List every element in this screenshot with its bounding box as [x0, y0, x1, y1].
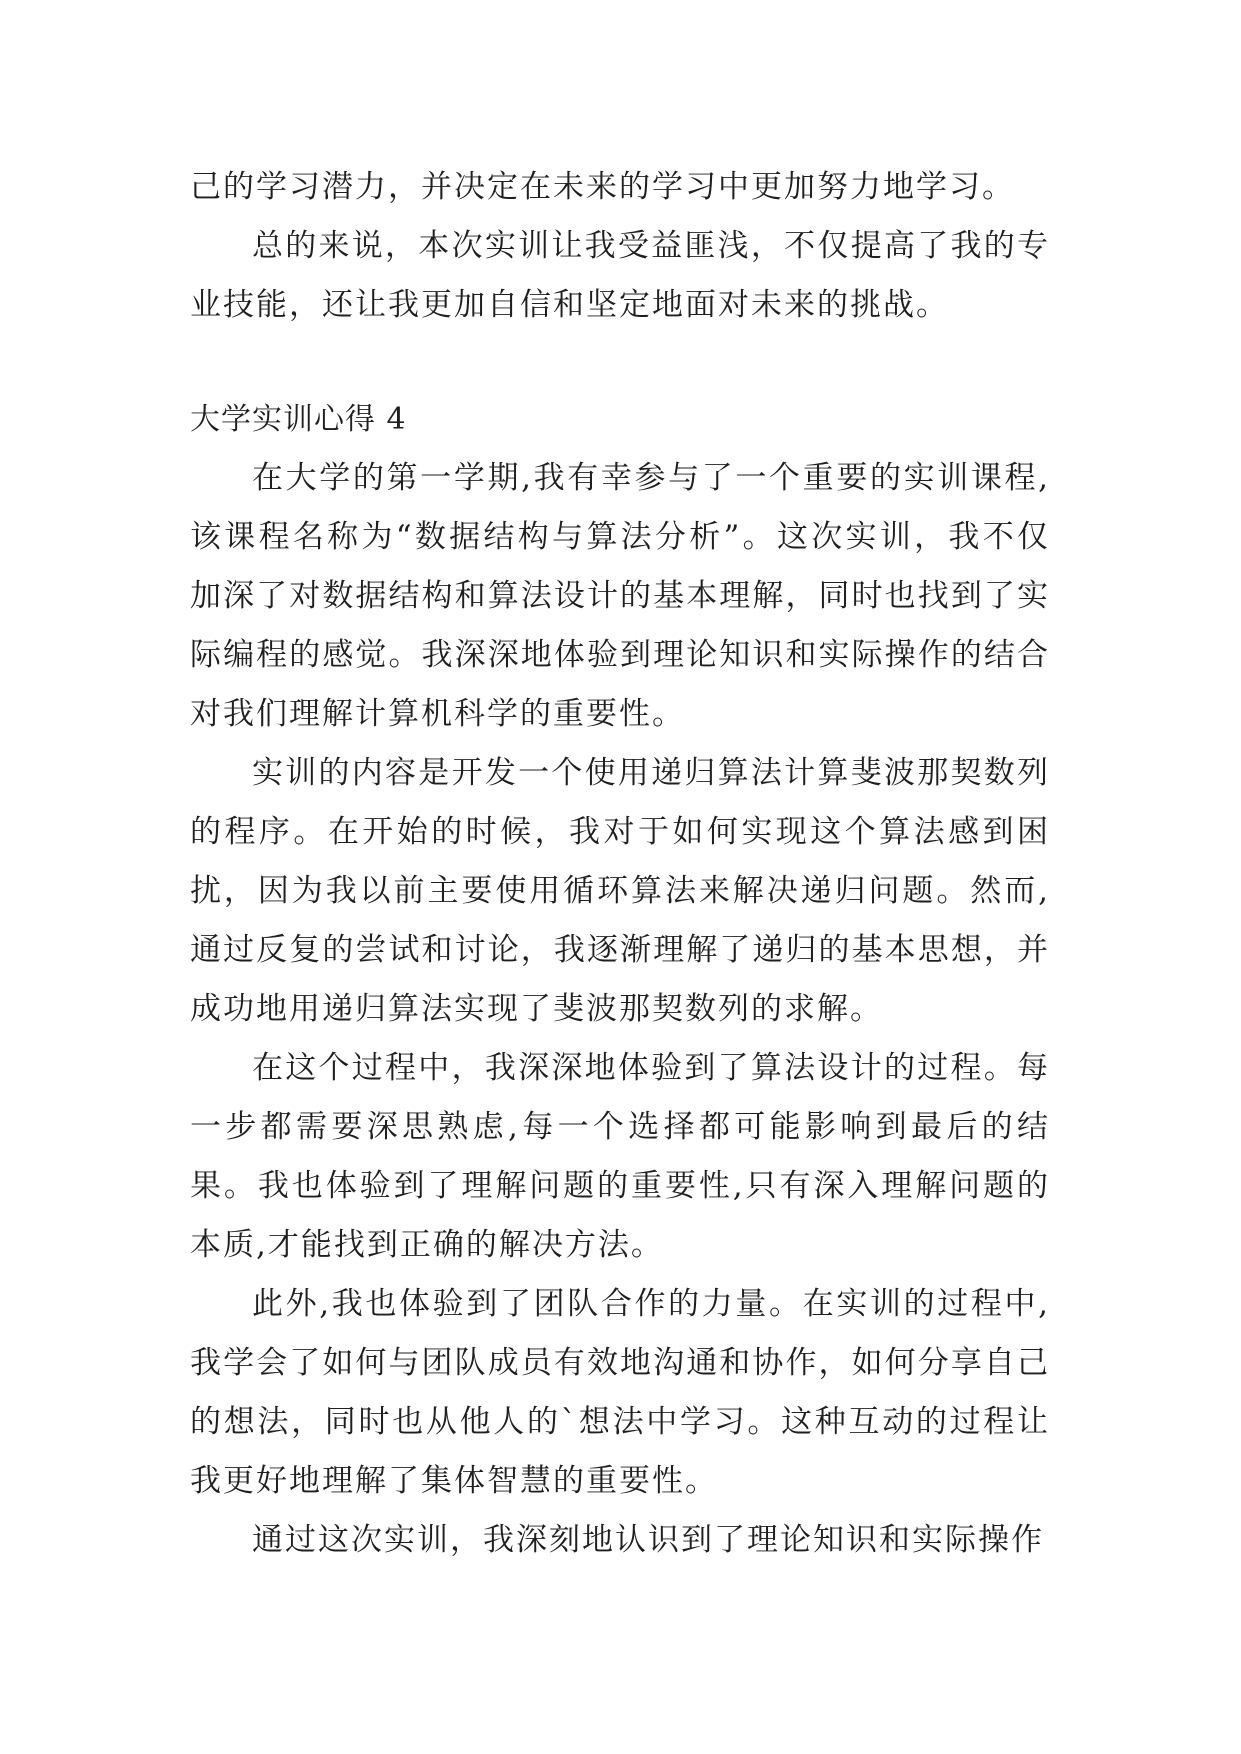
- section-title: 大学实训心得 4: [190, 402, 407, 437]
- paragraph: 此外,我也体验到了团队合作的力量。在实训的过程中,我学会了如何与团队成员有效地沟通和协作，如何分享自己的想法，同时也从他人的`想法中学习。这种互动的过程让我更好地理解了集体智慧的重要性。: [190, 1286, 1050, 1499]
- paragraph-continued: 己的学习潜力，并决定在未来的学习中更加努力地学习。: [190, 169, 1015, 205]
- paragraph: 实训的内容是开发一个使用递归算法计算斐波那契数列的程序。在开始的时候，我对于如何实现这个算法感到困扰，因为我以前主要使用循环算法来解决递归问题。然而,通过反复的尝试和讨论，我逐渐理解了递归的基本思想，并成功地用递归算法实现了斐波那契数列的求解。: [190, 755, 1050, 1027]
- paragraph-summary: 总的来说，本次实训让我受益匪浅，不仅提高了我的专业技能，还让我更加自信和坚定地面对未来的挑战。: [190, 228, 1050, 323]
- paragraph: 在大学的第一学期,我有幸参与了一个重要的实训课程,该课程名称为“数据结构与算法分析”。这次实训，我不仅加深了对数据结构和算法设计的基本理解，同时也找到了实际编程的感觉。我深深地体验到理论知识和实际操作的结合对我们理解计算机科学的重要性。: [190, 460, 1050, 732]
- paragraph: 在这个过程中，我深深地体验到了算法设计的过程。每一步都需要深思熟虑,每一个选择都可能影响到最后的结果。我也体验到了理解问题的重要性,只有深入理解问题的本质,才能找到正确的解决方法。: [190, 1050, 1050, 1263]
- document-body: [190, 158, 1050, 1570]
- paragraph: 通过这次实训，我深刻地认识到了理论知识和实际操作: [252, 1522, 1044, 1558]
